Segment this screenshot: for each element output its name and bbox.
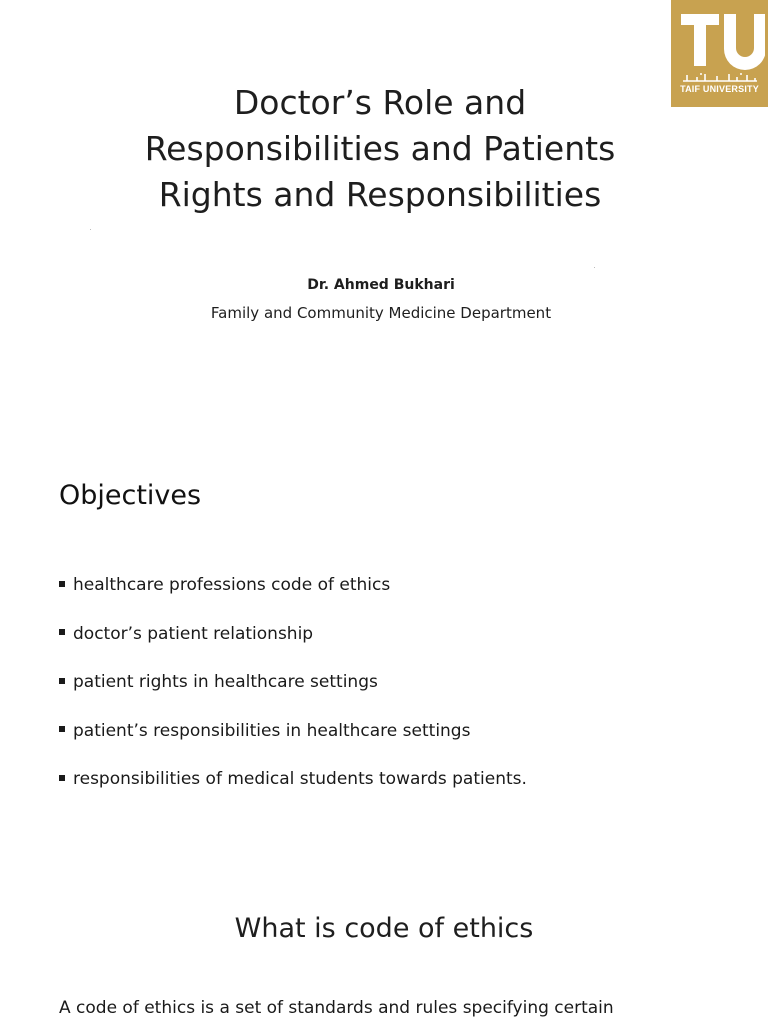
- deck-title-line-3: Rights and Responsibilities: [158, 175, 602, 214]
- objective-text: patient’s responsibilities in healthcare settings: [73, 720, 471, 741]
- objectives-list: [59, 561, 527, 804]
- square-bullet-icon: [59, 629, 65, 635]
- objective-item: [59, 707, 527, 756]
- objective-text: healthcare professions code of ethics: [73, 575, 391, 596]
- objective-text: patient rights in healthcare settings: [73, 672, 378, 693]
- objective-item: [59, 658, 527, 707]
- square-bullet-icon: [59, 678, 65, 684]
- department-name: Family and Community Medicine Department: [210, 304, 552, 322]
- objective-item: [59, 561, 527, 610]
- logo-university-name: TAIF UNIVERSITY: [680, 84, 759, 94]
- code-of-ethics-slide: [0, 860, 768, 1024]
- objective-item: [59, 610, 527, 659]
- tu-logo-mark-icon: [675, 4, 765, 74]
- objectives-slide: [0, 420, 768, 860]
- deck-title-line-1: Doctor’s Role and: [233, 83, 527, 122]
- objective-item: [59, 755, 527, 804]
- objective-text: doctor’s patient relationship: [73, 623, 314, 644]
- decorative-speck: [90, 229, 91, 230]
- title-slide: [0, 0, 768, 420]
- objectives-heading: Objectives: [59, 480, 202, 511]
- square-bullet-icon: [59, 581, 65, 587]
- decorative-speck: [594, 267, 595, 268]
- presenter-name: Dr. Ahmed Bukhari: [307, 277, 455, 293]
- deck-title-line-2: Responsibilities and Patients: [144, 129, 616, 168]
- square-bullet-icon: [59, 726, 65, 732]
- square-bullet-icon: [59, 775, 65, 781]
- taif-university-logo: [671, 0, 768, 107]
- objective-text: responsibilities of medical students towards patients.: [73, 769, 527, 790]
- deck-title: [90, 80, 670, 218]
- ethics-heading: What is code of ethics: [234, 913, 534, 944]
- logo-arabic-text-mark: [677, 72, 763, 84]
- ethics-body-text: A code of ethics is a set of standards and rules specifying certain: [59, 998, 614, 1018]
